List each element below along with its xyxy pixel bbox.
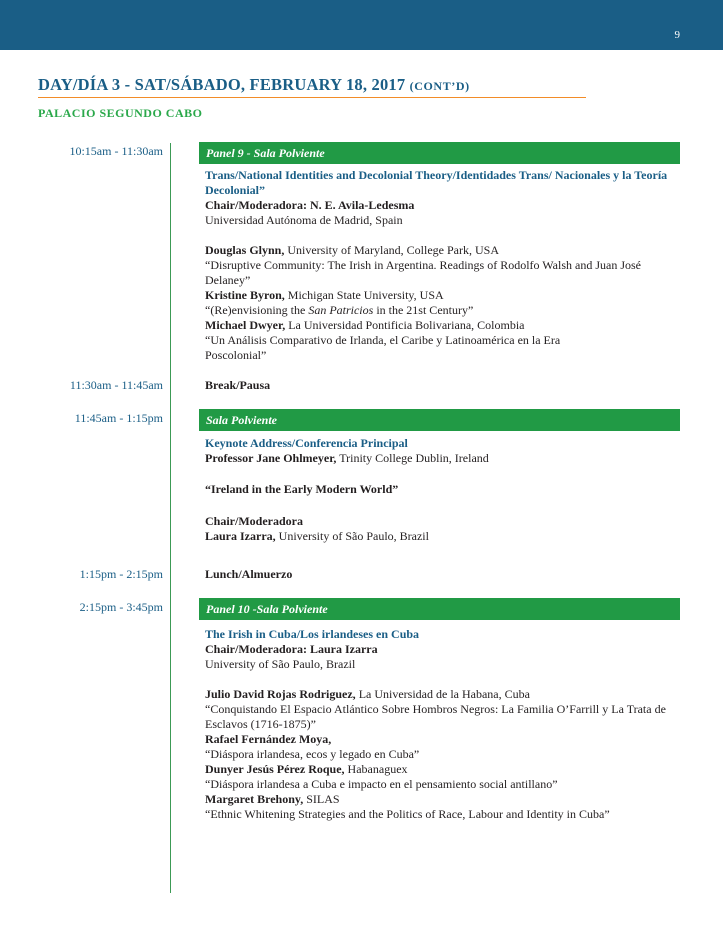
top-banner bbox=[0, 0, 723, 50]
speaker-name: Professor Jane Ohlmeyer, bbox=[205, 451, 337, 465]
speaker-entry bbox=[205, 732, 675, 747]
speaker-name: Rafael Fernández Moya, bbox=[205, 732, 332, 746]
session-title: The Irish in Cuba/Los irlandeses en Cuba bbox=[205, 627, 420, 641]
speaker-name: Julio David Rojas Rodriguez, bbox=[205, 687, 356, 701]
title-divider bbox=[38, 97, 586, 98]
talk-title: “Diáspora irlandesa a Cuba e impacto en el pensamiento social antillano” bbox=[205, 777, 558, 791]
session-header-bar: Panel 9 - Sala Polviente bbox=[199, 142, 680, 164]
speaker-affiliation: Michigan State University, USA bbox=[284, 288, 444, 302]
speaker-affiliation: La Universidad Pontificia Bolivariana, Colombia bbox=[285, 318, 525, 332]
session-time: 11:45am - 1:15pm bbox=[74, 411, 163, 425]
speaker-affiliation: Trinity College Dublin, Ireland bbox=[336, 451, 489, 465]
speaker-entry bbox=[205, 318, 675, 333]
speaker-name: Michael Dwyer, bbox=[205, 318, 286, 332]
day-title-text: DAY/DÍA 3 - SAT/SÁBADO, FEBRUARY 18, 2017 bbox=[38, 75, 406, 94]
session-time: 10:15am - 11:30am bbox=[69, 144, 163, 158]
session-panel-10 bbox=[205, 627, 675, 822]
session-time: 2:15pm - 3:45pm bbox=[79, 600, 163, 614]
chair-entry bbox=[205, 529, 675, 544]
speaker-entry bbox=[205, 451, 675, 466]
speaker-affiliation: SILAS bbox=[303, 792, 340, 806]
session-title: Keynote Address/Conferencia Principal bbox=[205, 436, 408, 450]
session-title: Trans/National Identities and Decolonial Theory/Identidades Trans/ Nacionales y la Teoría Decolonial” bbox=[205, 168, 668, 197]
session-panel-9 bbox=[205, 168, 675, 363]
speaker-entry bbox=[205, 288, 675, 303]
chair-affiliation: University of São Paulo, Brazil bbox=[275, 529, 429, 543]
talk-title bbox=[205, 303, 675, 318]
speaker-name: Margaret Brehony, bbox=[205, 792, 304, 806]
session-time: 1:15pm - 2:15pm bbox=[79, 567, 163, 581]
timeline-rule bbox=[170, 143, 171, 893]
session-header-bar: Sala Polviente bbox=[199, 409, 680, 431]
session-header-bar: Panel 10 -Sala Polviente bbox=[199, 598, 680, 620]
speaker-name: Douglas Glynn, bbox=[205, 243, 285, 257]
talk-title: “Diáspora irlandesa, ecos y legado en Cuba” bbox=[205, 747, 420, 761]
talk-title: “Disruptive Community: The Irish in Argentina. Readings of Rodolfo Walsh and Juan José Delaney” bbox=[205, 258, 641, 287]
talk-title-part: in the 21st Century” bbox=[373, 303, 474, 317]
chair-name: Laura Izarra, bbox=[205, 529, 276, 543]
session-chair: Chair/Moderadora: N. E. Avila-Ledesma bbox=[205, 198, 415, 212]
speaker-affiliation: La Universidad de la Habana, Cuba bbox=[355, 687, 530, 701]
speaker-affiliation: University of Maryland, College Park, USA bbox=[284, 243, 499, 257]
break-label: Break/Pausa bbox=[205, 378, 271, 392]
session-keynote bbox=[205, 436, 675, 544]
session-chair: Chair/Moderadora: Laura Izarra bbox=[205, 642, 378, 656]
venue-label: PALACIO SEGUNDO CABO bbox=[38, 106, 203, 120]
speaker-entry bbox=[205, 687, 675, 702]
talk-title: “Conquistando El Espacio Atlántico Sobre Hombros Negros: La Familia O’Farrill y La Trata de Esclavos (1716-1875)” bbox=[205, 702, 666, 731]
contd-label: (CONT’D) bbox=[409, 79, 470, 93]
speaker-name: Kristine Byron, bbox=[205, 288, 285, 302]
session-chair-affiliation: University of São Paulo, Brazil bbox=[205, 657, 356, 671]
talk-title: “Un Análisis Comparativo de Irlanda, el Caribe y Latinoamérica en la Era Poscolonial” bbox=[205, 333, 561, 362]
talk-title-italic: San Patricios bbox=[308, 303, 374, 317]
keynote-title: “Ireland in the Early Modern World” bbox=[205, 482, 399, 496]
lunch-label: Lunch/Almuerzo bbox=[205, 567, 293, 581]
chair-label: Chair/Moderadora bbox=[205, 514, 303, 528]
day-title bbox=[38, 75, 470, 95]
page-number: 9 bbox=[674, 29, 680, 41]
speaker-name: Dunyer Jesús Pérez Roque, bbox=[205, 762, 345, 776]
speaker-entry bbox=[205, 762, 675, 777]
talk-title: “Ethnic Whitening Strategies and the Politics of Race, Labour and Identity in Cuba” bbox=[205, 807, 610, 821]
speaker-entry bbox=[205, 243, 675, 258]
session-time: 11:30am - 11:45am bbox=[69, 378, 163, 392]
speaker-affiliation: Habanaguex bbox=[344, 762, 408, 776]
session-chair-affiliation: Universidad Autónoma de Madrid, Spain bbox=[205, 213, 403, 227]
talk-title-part: “(Re)envisioning the bbox=[205, 303, 309, 317]
speaker-entry bbox=[205, 792, 675, 807]
